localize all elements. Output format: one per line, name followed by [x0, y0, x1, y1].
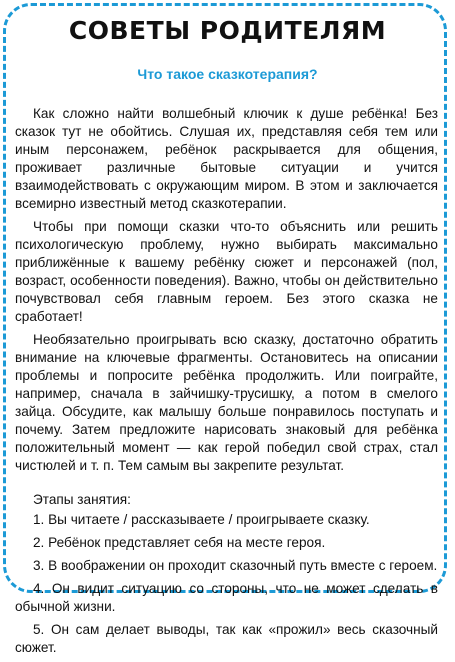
section-subtitle: Что такое сказкотерапия?: [137, 66, 318, 82]
step-item: 2. Ребёнок представляет себя на месте героя.: [33, 535, 326, 550]
step-item: 3. В воображении он проходит сказочный путь вместе с героем.: [33, 558, 438, 573]
article-body: [15, 105, 438, 662]
step-item: 1. Вы читаете / рассказываете / проигрываете сказку.: [33, 512, 370, 527]
paragraph-choosing-plot: Чтобы при помощи сказки что-то объяснить или решить психологическую проблему, нужно выбирать максимально приближённые к вашему ребёнку сюжет и персонажей (пол, возраст, особенности поведения). Важно, чтобы он действительно почувствовал себя главным героем. Без этого сказка не сработает!: [15, 219, 438, 324]
step-item: 5. Он сам делает выводы, так как «прожил» весь сказочный сюжет.: [15, 622, 438, 655]
paragraph-intro: Как сложно найти волшебный ключик к душе ребёнка! Без сказок тут не обойтись. Слушая их, представляя себя тем или иным персонажем, ребёнок раскрывается для общения, проживает различные бытовые ситуации и учится взаимодействовать с окружающим миром. В этом и заключается всемирно известный метод сказкотерапии.: [15, 106, 438, 211]
steps-title: Этапы занятия:: [33, 492, 131, 507]
paragraph-key-fragments: Необязательно проигрывать всю сказку, достаточно обратить внимание на ключевые фрагменты. Остановитесь на описании проблемы и попросите ребёнка продолжить. Или поиграйте, например, сначала в зайчишку-трусишку, а потом в смелого зайца. Обсудите, как малышу больше понравилось поступать и почему. Затем предложите нарисовать знаковый для ребёнка положительный момент — как герой победил свой страх, стал чистюлей и т. п. Тем самым вы закрепите результат.: [15, 332, 438, 473]
page-title: СОВЕТЫ РОДИТЕЛЯМ: [68, 16, 387, 45]
step-item: 4. Он видит ситуацию со стороны, что не может сделать в обычной жизни.: [15, 581, 438, 614]
